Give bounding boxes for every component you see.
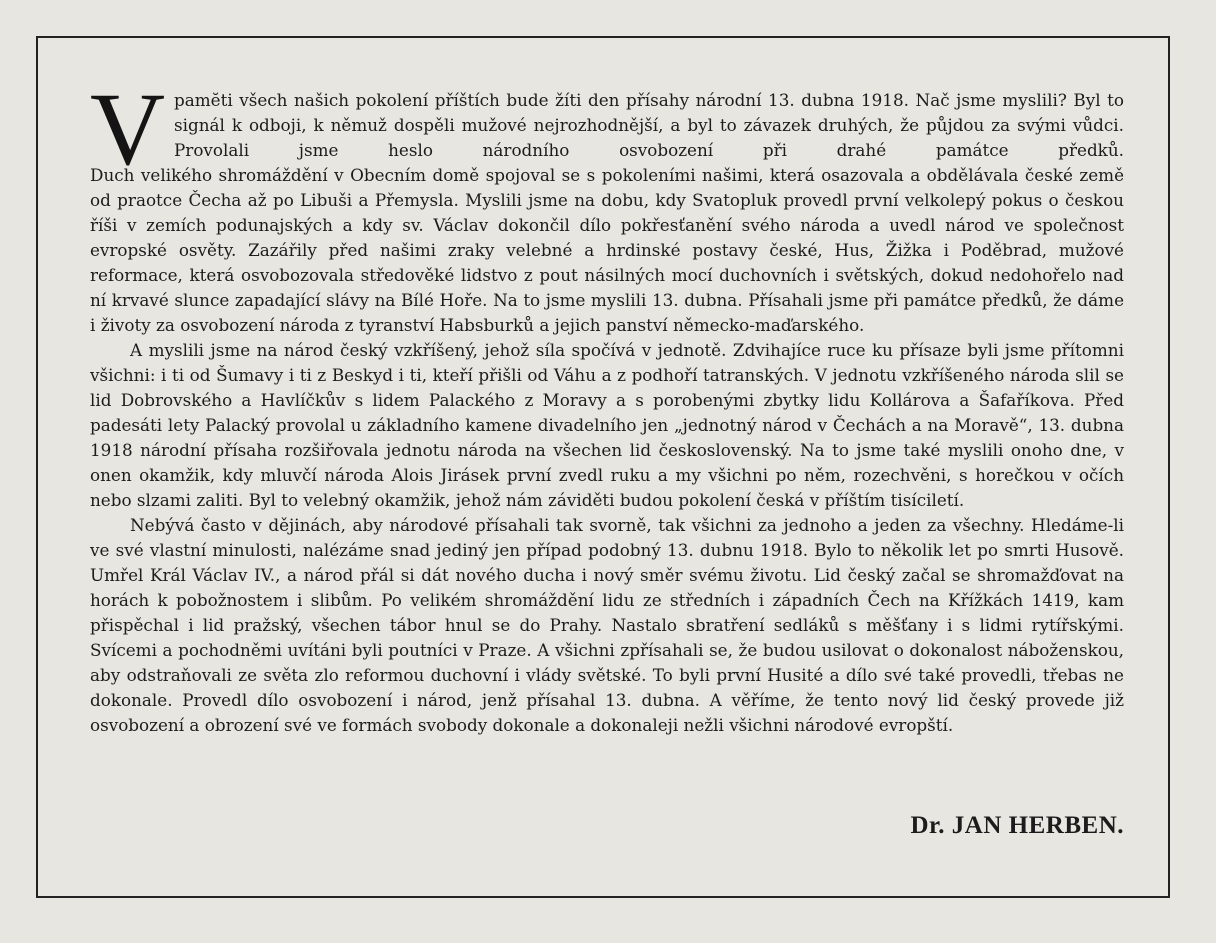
article-body xyxy=(90,163,1124,738)
opening-text: pamĕti všech našich pokolení příštích bude žíti den přísahy národní 13. dubna 1918. Nač jsme myslili? Byl to signál k odboji, k němuž dospěli mužové nejrozhodnější, a byl to závazek druhých, že půjdou za svými vůdci. Provolali jsme heslo národního osvobození při drahé památce předků. xyxy=(174,90,1124,160)
paragraph-2: A myslili jsme na národ český vzkříšený, jehož síla spočívá v jednotě. Zdvihajíce ruce ku přísaze byli jsme přítomni všichni: i ti od Šumavy i ti z Beskyd i ti, kteří přišli od Váhu a z podhoří tatranských. V jednotu vzkříšeného národa slil se lid Dobrovského a Havlíčkův s lidem Palackého z Moravy a s porobenými zbytky lidu Kollárova a Šafaříkova. Před padesáti lety Palacký provolal u základního kamene divadelního jen „jednotný národ v Čechách a na Moravě“, 13. dubna 1918 národní přísaha rozšiřovala jednotu národa na všechen lid československý. Na to jsme také myslili onoho dne, v onen okamžik, kdy mluvčí národa Alois Jirásek první zvedl ruku a my všichni po něm, rozechvěni, s horečkou v očích nebo slzami zaliti. Byl to velebný okamžik, jehož nám záviděti budou pokolení česká v příštím tisíciletí. xyxy=(90,340,1124,510)
drop-cap: V xyxy=(90,72,166,187)
author-signature: Dr. JAN HERBEN. xyxy=(910,812,1124,839)
paragraph-1-continuation: Duch velikého shromáždění v Obecním domě spojoval se s pokoleními našimi, která osazovala a obdělávala české země od praotce Čecha až po Libuši a Přemysla. Myslili jsme na dobu, kdy Svatopluk provedl první velkolepý pokus o českou říši v zemích podunajských a kdy sv. Václav dokončil dílo pokřesťanění svého národa a uvedl národ ve společnost evropské osvěty. Zazářily před našimi zraky velebné a hrdinské postavy české, Hus, Žižka i Poděbrad, mužové reformace, která osvobozovala středověké lidstvo z pout násilných mocí duchovních i světských, dokud nedohořelo nad ní krvavé slunce zapadající slávy na Bílé Hoře. Na to jsme myslili 13. dubna. Přísahali jsme při památce předků, že dáme i životy za osvobození národa z tyranství Habsburků a jejich panství německo-maďarského. xyxy=(90,165,1124,335)
paragraph-3: Nebývá často v dějinách, aby národové přísahali tak svorně, tak všichni za jednoho a jeden za všechny. Hledáme-li ve své vlastní minulosti, nalézáme snad jediný jen případ podobný 13. dubnu 1918. Bylo to několik let po smrti Husově. Umřel Král Václav IV., a národ přál si dát nového ducha i nový směr svému životu. Lid český začal se shromažďovat na horách k pobožnostem i slibům. Po velikém shromáždění lidu ze středních i západních Čech na Křížkách 1419, kam přispěchal i lid pražský, všechen tábor hnul se do Prahy. Nastalo sbratření sedláků s měšťany i s lidmi rytířskými. Svícemi a pochodněmi uvítáni byli poutníci v Praze. A všichni zpřísahali se, že budou usilovat o dokonalost náboženskou, aby odstraňovali ze světa zlo reformou duchovní i vlády světské. To byli první Husité a dílo své také provedli, třebas ne dokonale. Provedl dílo osvobození i národ, jenž přísahal 13. dubna. A věříme, že tento nový lid český provede již osvobození a obrození své ve formách svobody dokonale a dokonaleji nežli všichni národové evropští. xyxy=(90,515,1124,735)
